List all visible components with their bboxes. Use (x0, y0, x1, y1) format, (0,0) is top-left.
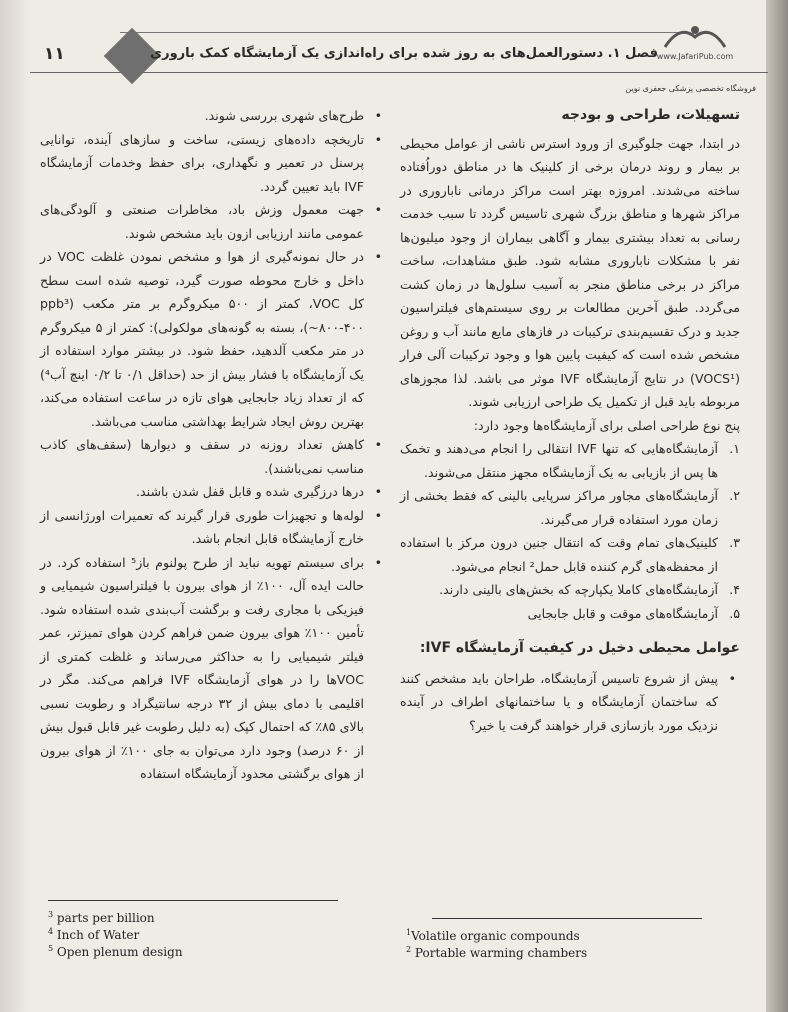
footnote-rule-right (432, 918, 702, 919)
list-item: ۵. آزمایشگاه‌های موقت و قابل جابجایی (527, 605, 740, 621)
footnote: $^3$ parts per billion (48, 910, 155, 925)
design-types-list (400, 437, 740, 625)
list-item: • جهت معمول وزش باد، مخاطرات صنعتی و آلودگی‌های عمومی مانند ارزیابی ازون باید مشخص شوند. (40, 202, 382, 241)
list-item: • کاهش تعداد روزنه در سقف و دیوارها (سقف‌های کاذب مناسب نمی‌باشند). (40, 437, 382, 476)
footnote: $^1$Volatile organic compounds (406, 928, 580, 943)
footnotes-left (48, 908, 183, 959)
page-header (30, 14, 768, 84)
list-item: • در حال نمونه‌گیری از هوا و مشخص نمودن غلظت VOC در داخل و خارج محوطه صورت گیرد، توصیه شده است سطح کل VOC، کمتر از ۵۰۰ میکروگرم بر متر مکعب (ppb³ ۸۰۰-۴۰۰~)، بسته به گونه‌های مولکولی): کمتر از ۵ میکروگرم در متر مکعب آلدهید، حفظ شود. در بیشتر موارد استفاده از یک آزمایشگاه با فشار بیش از حد (حداقل ۰/۱ تا ۰/۲ اینچ آب⁴) که از تعداد زیاد جابجایی هوای تازه در ساعت استفاده می‌کند، بهترین روش ایجاد شرایط بهداشتی مناسب می‌باشد. (40, 249, 382, 429)
page-number: ۱۱ (44, 44, 65, 64)
publisher-logo (650, 22, 740, 70)
list-item: ۳. کلینیک‌های تمام وقت که انتقال جنین درون مرکز با استفاده از محفظه‌های گرم کننده قابل حمل² انجام می‌شود. (400, 535, 740, 574)
design-list-intro: پنج نوع طراحی اصلی برای آزمایشگاه‌ها وجود دارد: (473, 417, 740, 433)
footnote: $^5$ Open plenum design (48, 944, 183, 959)
publisher-tagline: فروشگاه تخصصی پزشکی جعفری نوین (625, 84, 756, 93)
list-item: • برای سیستم تهویه نباید از طرح پولنوم باز⁵ استفاده کرد. در حالت ایده آل، ۱۰۰٪ از هوای بیرون با فیلتراسیون شیمیایی و فیزیکی با مجاری رفت و برگشت آب‌بندی شده استفاده شود. تأمین ۱۰۰٪ هوای بیرون ضمن فراهم کردن هوای تمیزتر، عمر فیلتر شیمیایی را به حداکثر می‌رساند و غلظت کمتری از VOCها را در هوای آزمایشگاه IVF فراهم می‌کند. مگر در اقلیمی با دمای بیش از ۳۲ درجه سانتیگراد و رطوبت نسبی بالای ۸۵٪ که احتمال کپک (به دلیل رطوبت غیر قابل قبول بیش از ۶۰ درصد) وجود دارد می‌توان به جای ۱۰۰٪ از هوای بیرون از هوای برگشتی محدود آزمایشگاه استفاده (40, 554, 382, 781)
footnote: $^4$ Inch of Water (48, 927, 140, 942)
publisher-logo-icon (660, 22, 730, 52)
header-top-rule (120, 32, 680, 33)
footnote-rule-left (48, 900, 338, 901)
list-item: • تاریخچه داده‌های زیستی، ساخت و سازهای آینده، توانایی پرسنل در تعمیر و نگهداری، برای حفظ وخدمات آزمایشگاه IVF باید تعیین گردد. (40, 131, 382, 194)
page-left-edge (0, 0, 30, 1012)
requirements-bullet-list (40, 104, 386, 786)
list-item: • لوله‌ها و تجهیزات طوری قرار گیرند که تعمیرات اورژانسی از خارج آزمایشگاه قابل انجام باشد. (40, 507, 382, 546)
footnote: $^2$ Portable warming chambers (406, 945, 588, 960)
list-item: ۱. آزمایشگاه‌هایی که تنها IVF انتقالی را انجام می‌دهند و تخمک ها پس از بازیابی به یک آزمایشگاه مجهز منتقل می‌شوند. (400, 441, 740, 480)
right-column (400, 104, 740, 737)
section-heading-2: عوامل محیطی دخیل در کیفیت آزمایشگاه IVF: (419, 640, 740, 656)
left-column (40, 104, 386, 786)
env-bullet-list (400, 667, 740, 738)
publisher-url: www.JafariPub.com (656, 52, 734, 61)
footnotes-right (406, 926, 587, 960)
intro-paragraph: در ابتدا، جهت جلوگیری از ورود استرس ناشی از عوامل محیطی بر بیمار و روند درمان برخی از کلینیک ها در مناطق دوراُفتاده ساخته می‌شدند. امروزه بهتر است مراکز درمانی ناباروری در مراکز شهرها و مناطق بزرگ شهری تاسیس گردد تا سبب خدمت رسانی به تعداد بیشتری بیمار و آگاهی بیماران از وجود میلیون‌ها نفر با مشکلات ناباروری مشابه شود. طبق مشاهدات، ساخت مراکز در برخی مناطق منجر به آسیب سلول‌ها در زمان کشت می‌گردد. طبق آخرین مطالعات بر روی سیستم‌های فیلتراسیون جدید و درک تقسیم‌بندی ترکیبات در فازهای مایع مانند آب و روغن مشخص شده است که کیفیت پایین هوا و وجود ترکیبات آلی فرار (VOCS¹) در نتایج آزمایشگاه IVF موثر می باشد. لذا مجوزهای مربوطه باید قبل از تکمیل یک طراحی ارزیابی شوند. (400, 135, 741, 409)
section-heading: تسهیلات، طراحی و بودجه (561, 107, 740, 123)
list-item: • پیش از شروع تاسیس آزمایشگاه، طراحان باید مشخص کنند که ساختمان آزمایشگاه و یا ساختمانهای اطراف در آینده نزدیک مورد بازسازی قرار خواهند گرفت یا خیر؟ (400, 670, 736, 733)
running-title: فصل ۱. دستورالعمل‌های به روز شده برای راه‌اندازی یک آزمایشگاه کمک باروری (150, 46, 658, 61)
list-item: • درها درزگیری شده و قابل قفل شدن باشند. (136, 484, 382, 499)
list-item: ۴. آزمایشگاه‌های کاملا یکپارچه که بخش‌های بالینی دارند. (439, 582, 740, 597)
list-item: • طرح‌های شهری بررسی شوند. (204, 108, 382, 123)
list-item: ۲. آزمایشگاه‌های مجاور مراکز سرپایی بالینی که فقط بخشی از زمان مورد استفاده قرار می‌گیرند. (400, 488, 740, 527)
book-spine (766, 0, 788, 1012)
